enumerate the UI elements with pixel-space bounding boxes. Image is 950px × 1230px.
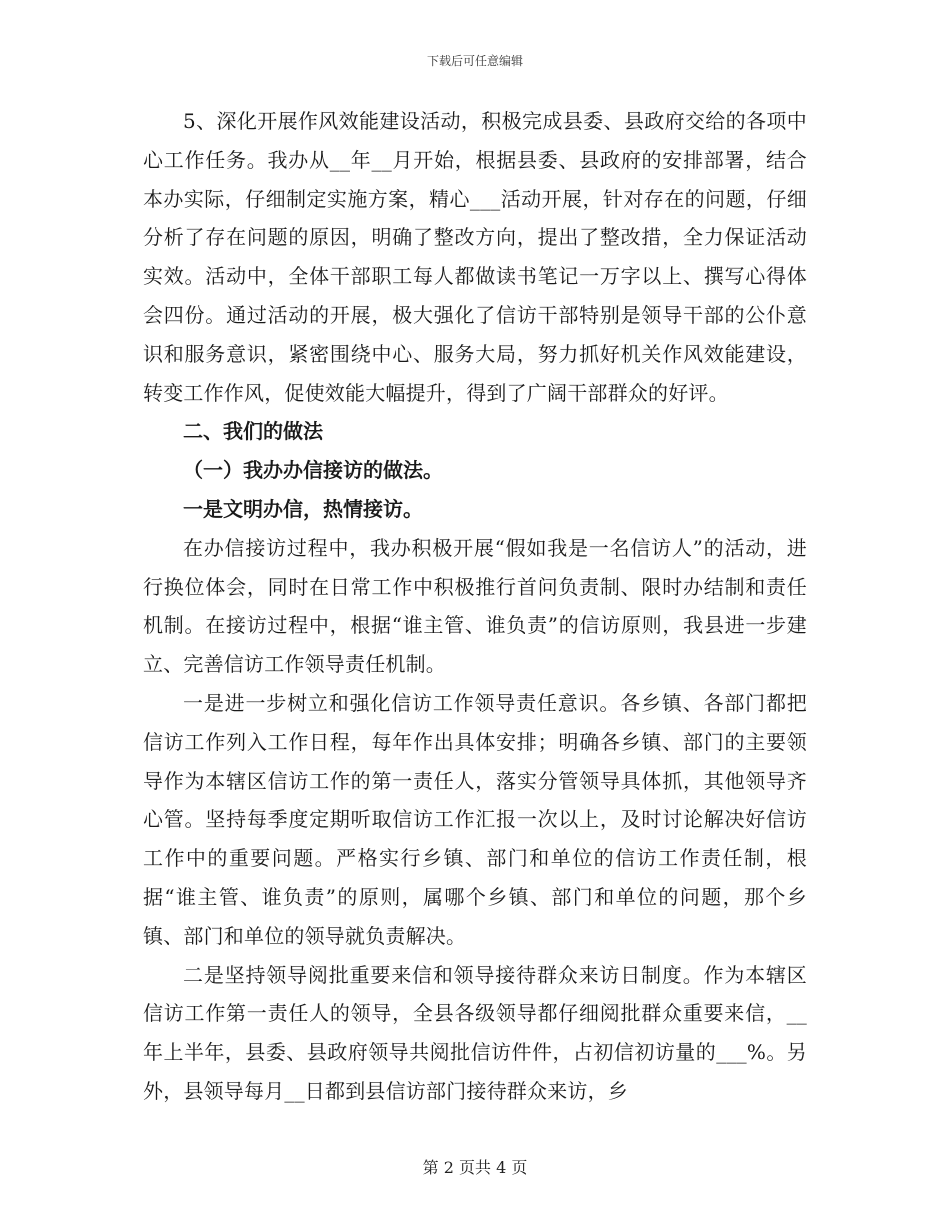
- paragraph-leadership-review: 二是坚持领导阅批重要来信和领导接待群众来访日制度。作为本辖区信访工作第一责任人的领导，全县各级领导都仔细阅批群众重要来信，__年上半年，县委、县政府领导共阅批信访件件，占初信初访量的___%。另外，县领导每月__日都到县信访部门接待群众来访，乡: [143, 962, 807, 1103]
- page-number: 第 2 页共 4 页: [422, 1158, 528, 1177]
- document-body: [143, 102, 807, 1111]
- paragraph-rectification: 5、深化开展作风效能建设活动，积极完成县委、县政府交给的各项中心工作任务。我办从__年__月开始，根据县委、县政府的安排部署，结合本办实际，仔细制定实施方案，精心___活动开展，针对存在的问题，仔细分析了存在问题的原因，明确了整改方向，提出了整改措，全力保证活动实效。活动中，全体干部职工每人都做读书笔记一万字以上、撰写心得体会四份。通过活动的开展，极大强化了信访干部特别是领导干部的公仆意识和服务意识，紧密围绕中心、服务大局，努力抓好机关作风效能建设，转变工作作风，促使效能大幅提升，得到了广阔干部群众的好评。: [143, 109, 807, 405]
- header-note: 下载后可任意编辑: [426, 54, 523, 68]
- paragraph-responsibility: 一是进一步树立和强化信访工作领导责任意识。各乡镇、各部门都把信访工作列入工作日程，每年作出具体安排；明确各乡镇、部门的主要领导作为本辖区信访工作的第一责任人，落实分管领导具体抓，其他领导齐心管。坚持每季度定期听取信访工作汇报一次以上，及时讨论解决好信访工作中的重要问题。严格实行乡镇、部门和单位的信访工作责任制，根据“谁主管、谁负责”的原则，属哪个乡镇、部门和单位的问题，那个乡镇、部门和单位的领导就负责解决。: [143, 690, 807, 948]
- point-heading-civilized: 一是文明办信，热情接访。: [183, 496, 423, 521]
- paragraph-reception-process: 在办信接访过程中，我办积极开展“假如我是一名信访人”的活动，进行换位体会，同时在日常工作中积极推行首问负责制、限时办结制和责任机制。在接访过程中，根据“谁主管、谁负责”的信访原则，我县进一步建立、完善信访工作领导责任机制。: [143, 535, 807, 677]
- subsection-heading-letters-visits: （一）我办办信接访的做法。: [183, 458, 443, 483]
- section-heading-methods: 二、我们的做法: [183, 419, 323, 444]
